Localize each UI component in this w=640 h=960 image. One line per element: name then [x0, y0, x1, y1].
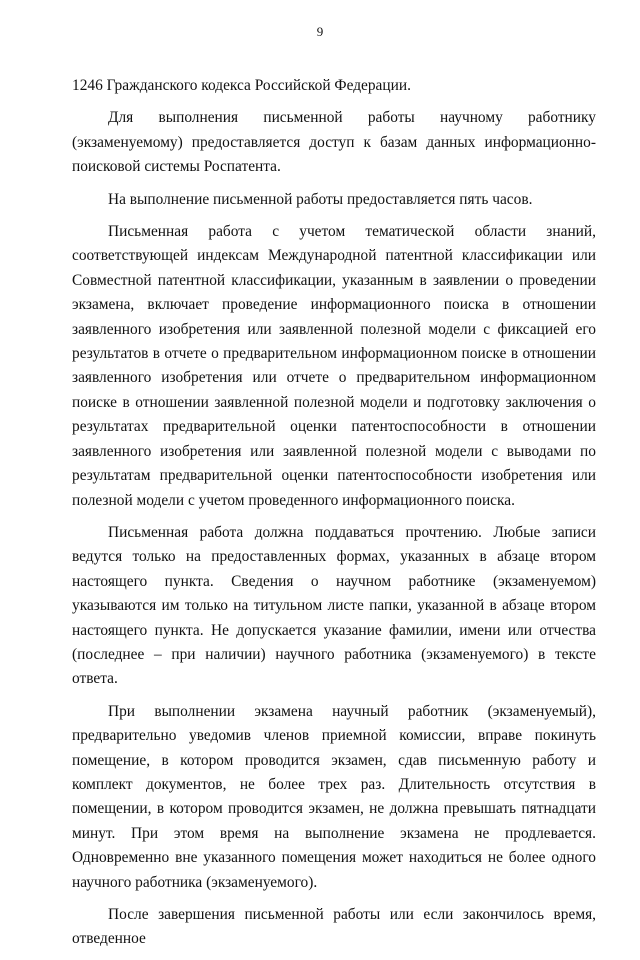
paragraph-database-access: Для выполнения письменной работы научному работнику (экзаменуемому) предоставляется доступ к базам данных информационно-поисковой системы Роспатента.: [72, 109, 596, 176]
paragraph-written-work-scope: Письменная работа с учетом тематической области знаний, соответствующей индексам Международной патентной классификации или Совместной патентной классификации, указанным в заявлении о проведении экзамена, включает проведение информационного поиска в отношении заявленного изобретения или заявленной полезной модели с фиксацией его результатов в отчете о предварительном информационном поиске в отношении заявленного изобретения или отчете о предварительном информационном поиске в отношении заявленной полезной модели и подготовку заключения о результатах предварительной оценки патентоспособности в отношении заявленного изобретения или заявленной полезной модели с выводами по результатам предварительной оценки патентоспособности изобретения или полезной модели с учетом проведенного информационного поиска.: [72, 223, 596, 509]
paragraph-leaving-room: При выполнении экзамена научный работник (экзаменуемый), предварительно уведомив членов приемной комиссии, вправе покинуть помещение, в котором проводится экзамен, сдав письменную работу и комплект документов, не более трех раз. Длительность отсутствия в помещении, в котором проводится экзамен, не должна превышать пятнадцати минут. При этом время на выполнение экзамена не продлевается. Одновременно вне указанного помещения может находиться не более одного научного работника (экзаменуемого).: [72, 702, 596, 891]
paragraph-continuation: 1246 Гражданского кодекса Российской Федерации.: [72, 77, 411, 94]
paragraph-legibility-rules: Письменная работа должна поддаваться прочтению. Любые записи ведутся только на предоставленных формах, указанных в абзаце втором настоящего пункта. Сведения о научном работнике (экзаменуемом) указываются им только на титульном листе папки, указанной в абзаце втором настоящего пункта. Не допускается указание фамилии, имени или отчества (последнее – при наличии) научного работника (экзаменуемого) в тексте ответа.: [72, 523, 596, 688]
paragraph-completion: После завершения письменной работы или если закончилось время, отведенное: [72, 906, 596, 948]
paragraph-time-limit: На выполнение письменной работы предоставляется пять часов.: [108, 190, 533, 208]
page-number: 9: [316, 24, 324, 39]
document-body: [72, 74, 596, 960]
